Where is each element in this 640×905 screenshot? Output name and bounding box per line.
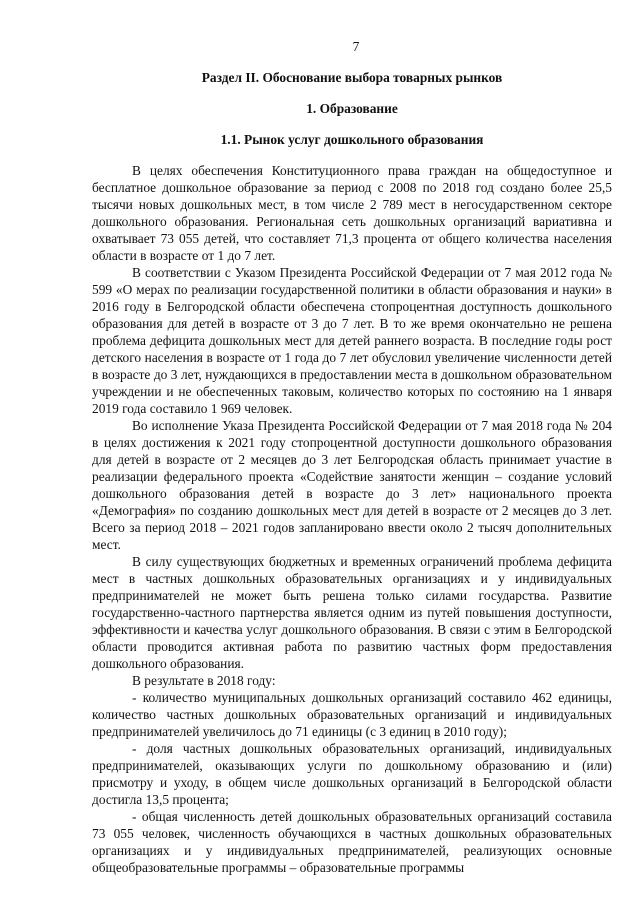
paragraph: В силу существующих бюджетных и временных ограничений проблема дефицита мест в частных дошкольных образовательных организациях и у индивидуальных предпринимателей не может быть решена только силами государства. Развитие государственно-частного партнерства является одним из путей повышения доступности, эффективности и качества услуг дошкольного образования. В связи с этим в Белгородской области проводится активная работа по развитию частных форм предоставления дошкольного образования.: [92, 554, 612, 671]
list-item: - доля частных дошкольных образовательных организаций, индивидуальных предпринимателей, оказывающих услуги по дошкольному образованию и (или) присмотру и уходу, в общем числе дошкольных организаций в Белгородской области достигла 13,5 процента;: [92, 741, 612, 807]
paragraph: Во исполнение Указа Президента Российской Федерации от 7 мая 2018 года № 204 в целях достижения к 2021 году стопроцентной доступности дошкольного образования для детей в возрасте от 2 месяцев до 3 лет Белгородская область принимает участие в реализации федерального проекта «Содействие занятости женщин – создание условий дошкольного образования детей в возрасте до 3 лет» национального проекта «Демография» по созданию дошкольных мест для детей в возрасте от 2 месяцев до 3 лет. Всего за период 2018 – 2021 годов запланировано ввести около 2 тысяч дополнительных мест.: [92, 418, 612, 552]
page-number: 7: [352, 39, 360, 54]
section-title: Раздел II. Обоснование выбора товарных рынков: [201, 70, 503, 85]
subsection-title: 1. Образование: [306, 101, 398, 116]
paragraph: В целях обеспечения Конституционного права граждан на общедоступное и бесплатное дошкольное образование за период с 2008 по 2018 год создано более 25,5 тысячи новых дошкольных мест, в том числе 2 789 мест в негосударственном секторе дошкольного образования. Региональная сеть дошкольных организаций вариативна и охватывает 73 055 детей, что составляет 71,3 процента от общего количества населения области в возрасте от 1 до 7 лет.: [92, 163, 612, 263]
list-item: - общая численность детей дошкольных образовательных организаций составила 73 055 человек, численность обучающихся в частных дошкольных образовательных организациях и у индивидуальных предпринимателей, реализующих основные общеобразовательные программы – образовательные программы: [92, 809, 612, 875]
list-item: - количество муниципальных дошкольных организаций составило 462 единицы, количество частных дошкольных образовательных организаций и индивидуальных предпринимателей увеличилось до 71 единицы (с 3 единиц в 2010 году);: [92, 690, 612, 739]
paragraph: В соответствии с Указом Президента Российской Федерации от 7 мая 2012 года № 599 «О мерах по реализации государственной политики в области образования и науки» в 2016 году в Белгородской области обеспечена стопроцентная доступность дошкольного образования для детей в возрасте от 3 до 7 лет. В то же время окончательно не решена проблема дефицита дошкольных мест для детей раннего возраста. В последние годы рост детского населения в возрасте от 1 года до 7 лет обусловил увеличение численности детей в возрасте до 3 лет, нуждающихся в предоставлении места в дошкольном образовательном учреждении и не обеспеченных таковым, количество которых по состоянию на 1 января 2019 года составило 1 969 человек.: [92, 265, 612, 416]
market-title: 1.1. Рынок услуг дошкольного образования: [220, 132, 484, 147]
results-list: [92, 689, 612, 876]
paragraph: В результате в 2018 году:: [132, 673, 276, 688]
